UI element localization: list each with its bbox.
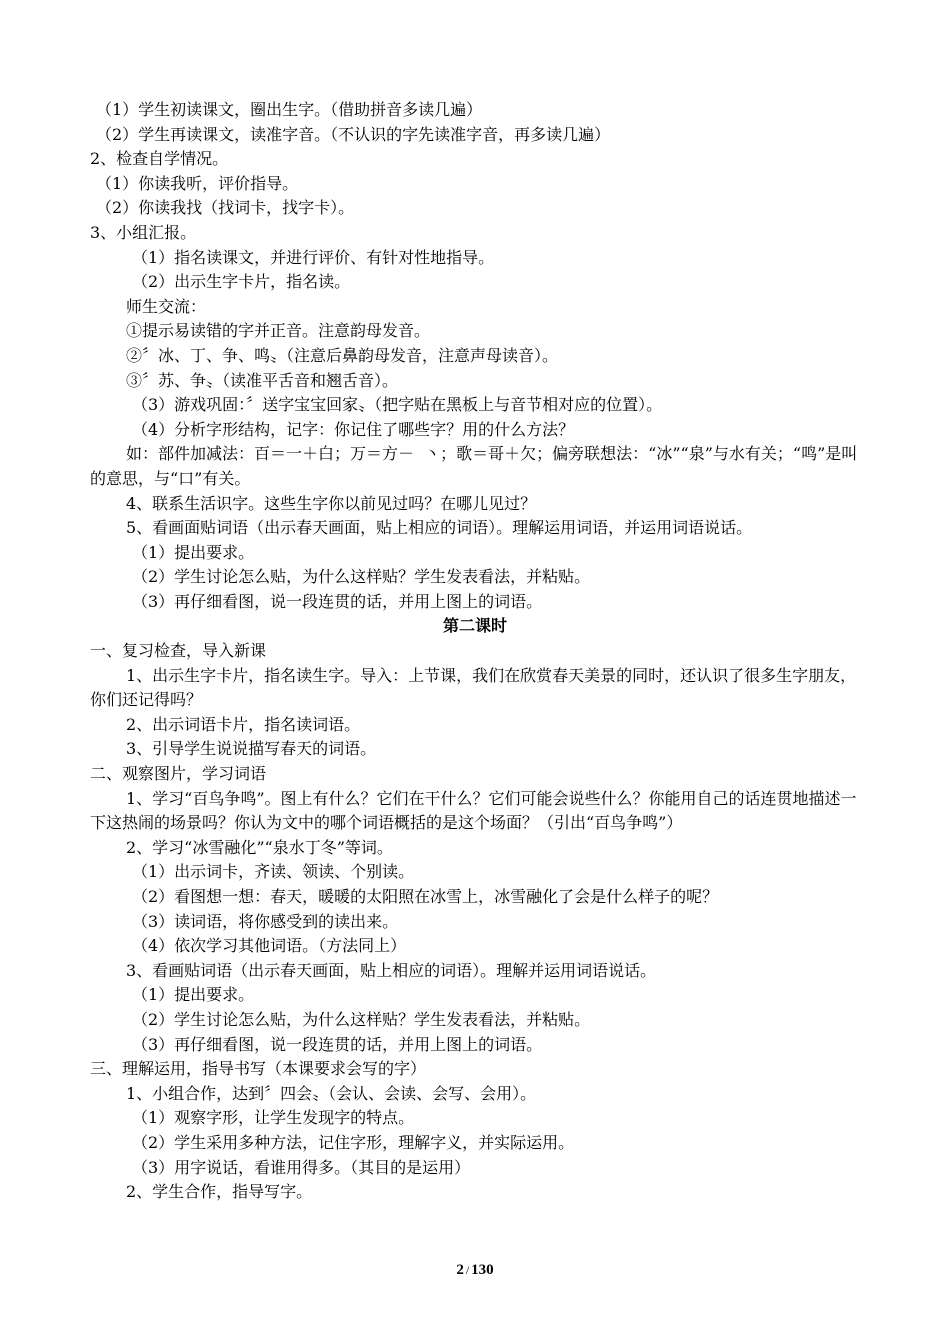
text-line: 3、小组汇报。 — [90, 222, 197, 242]
text-line: 三、理解运用，指导书写（本课要求会写的字） — [90, 1059, 427, 1079]
text-line: 4、联系生活识字。这些生字你以前见过吗？在哪儿见过？ — [126, 493, 537, 513]
text-line: 2、检查自学情况。 — [90, 149, 229, 169]
text-line: 2、出示词语卡片，指名读词语。 — [126, 714, 361, 734]
text-line: （1）提出要求。 — [132, 985, 255, 1005]
text-line: （3）读词语，将你感受到的读出来。 — [132, 911, 399, 931]
section-heading: 第二课时 — [442, 616, 507, 636]
current-page: 2 — [456, 1262, 464, 1278]
text-line: （1）提出要求。 — [132, 542, 255, 562]
text-line: （2）学生讨论怎么贴，为什么这样贴？学生发表看法，并粘贴。 — [132, 1009, 591, 1029]
text-line: 一、复习检查，导入新课 — [90, 641, 267, 661]
text-line: （2）看图想一想：春天，暖暖的太阳照在冰雪上，冰雪融化了会是什么样子的呢？ — [132, 887, 719, 906]
text-line: （1）指名读课文，并进行评价、有针对性地指导。 — [132, 247, 495, 267]
text-line: 如：部件加减法：百＝一＋白；万＝方－ 丶；歌＝哥＋欠；偏旁联想法：“冰”“泉”与水有关；“鸣”是叫的意思，与“口”有关。 — [90, 444, 858, 488]
text-line: ②〞冰、丁、争、鸣〟（注意后鼻韵母发音，注意声母读音）。 — [126, 345, 559, 365]
text-line: 3、引导学生说说描写春天的词语。 — [126, 739, 377, 759]
page-number — [0, 1262, 950, 1279]
page-separator: / — [465, 1263, 470, 1277]
text-line: （2）学生再读课文，读准字音。（不认识的字先读准字音，再多读几遍） — [96, 124, 611, 144]
text-line: ③〞苏、争〟（读准平舌音和翘舌音）。 — [126, 370, 399, 390]
text-line: （3）再仔细看图，说一段连贯的话，并用上图上的词语。 — [132, 591, 543, 611]
text-line: 3、看画贴词语（出示春天画面，贴上相应的词语）。理解并运用词语说话。 — [126, 960, 657, 980]
text-line: 二、观察图片，学习词语 — [90, 764, 267, 784]
text-line: （1）观察字形，让学生发现字的特点。 — [132, 1108, 415, 1128]
text-line: （3）游戏巩固：〞送字宝宝回家〟（把字贴在黑板上与音节相对应的位置）。 — [132, 395, 663, 415]
text-line: 1、小组合作，达到〞四会〟（会认、会读、会写、会用）。 — [126, 1083, 537, 1103]
text-line: （4）依次学习其他词语。（方法同上） — [132, 936, 407, 956]
text-line: 2、学习“冰雪融化”“泉水丁冬”等词。 — [126, 837, 393, 857]
text-line: （1）出示词卡，齐读、领读、个别读。 — [132, 862, 415, 882]
text-line: 师生交流： — [126, 296, 207, 316]
text-line: （4）分析字形结构，记字：你记住了哪些字？用的什么方法？ — [132, 419, 575, 439]
text-line: 1、出示生字卡片，指名读生字。导入：上节课，我们在欣赏春天美景的同时，还认识了很多生字朋友，你们还记得吗？ — [90, 665, 857, 710]
text-line: 5、看画面贴词语（出示春天画面，贴上相应的词语）。理解运用词语，并运用词语说话。 — [126, 518, 753, 538]
text-line: （3）再仔细看图，说一段连贯的话，并用上图上的词语。 — [132, 1034, 543, 1054]
text-line: （2）你读我找（找词卡，找字卡）。 — [96, 198, 355, 218]
text-line: ①提示易读错的字并正音。注意韵母发音。 — [126, 321, 431, 341]
total-pages: 130 — [471, 1262, 494, 1278]
text-line: （2）出示生字卡片，指名读。 — [132, 272, 351, 292]
text-line: 1、学习“百鸟争鸣”。图上有什么？它们在干什么？它们可能会说些什么？你能用自己的话连贯地描述一下这热闹的场景吗？你认为文中的哪个词语概括的是这个场面？（引出“百鸟争鸣”） — [90, 788, 857, 833]
text-line: （2）学生讨论怎么贴，为什么这样贴？学生发表看法，并粘贴。 — [132, 567, 591, 587]
text-line: （3）用字说话，看谁用得多。（其目的是运用） — [132, 1157, 471, 1177]
text-line: （1）你读我听，评价指导。 — [96, 173, 299, 193]
text-line: （1）学生初读课文，圈出生字。（借助拼音多读几遍） — [96, 100, 483, 119]
document-body — [90, 98, 860, 1205]
text-line: 2、学生合作，指导写字。 — [126, 1182, 313, 1202]
text-line: （2）学生采用多种方法，记住字形，理解字义，并实际运用。 — [132, 1132, 575, 1152]
